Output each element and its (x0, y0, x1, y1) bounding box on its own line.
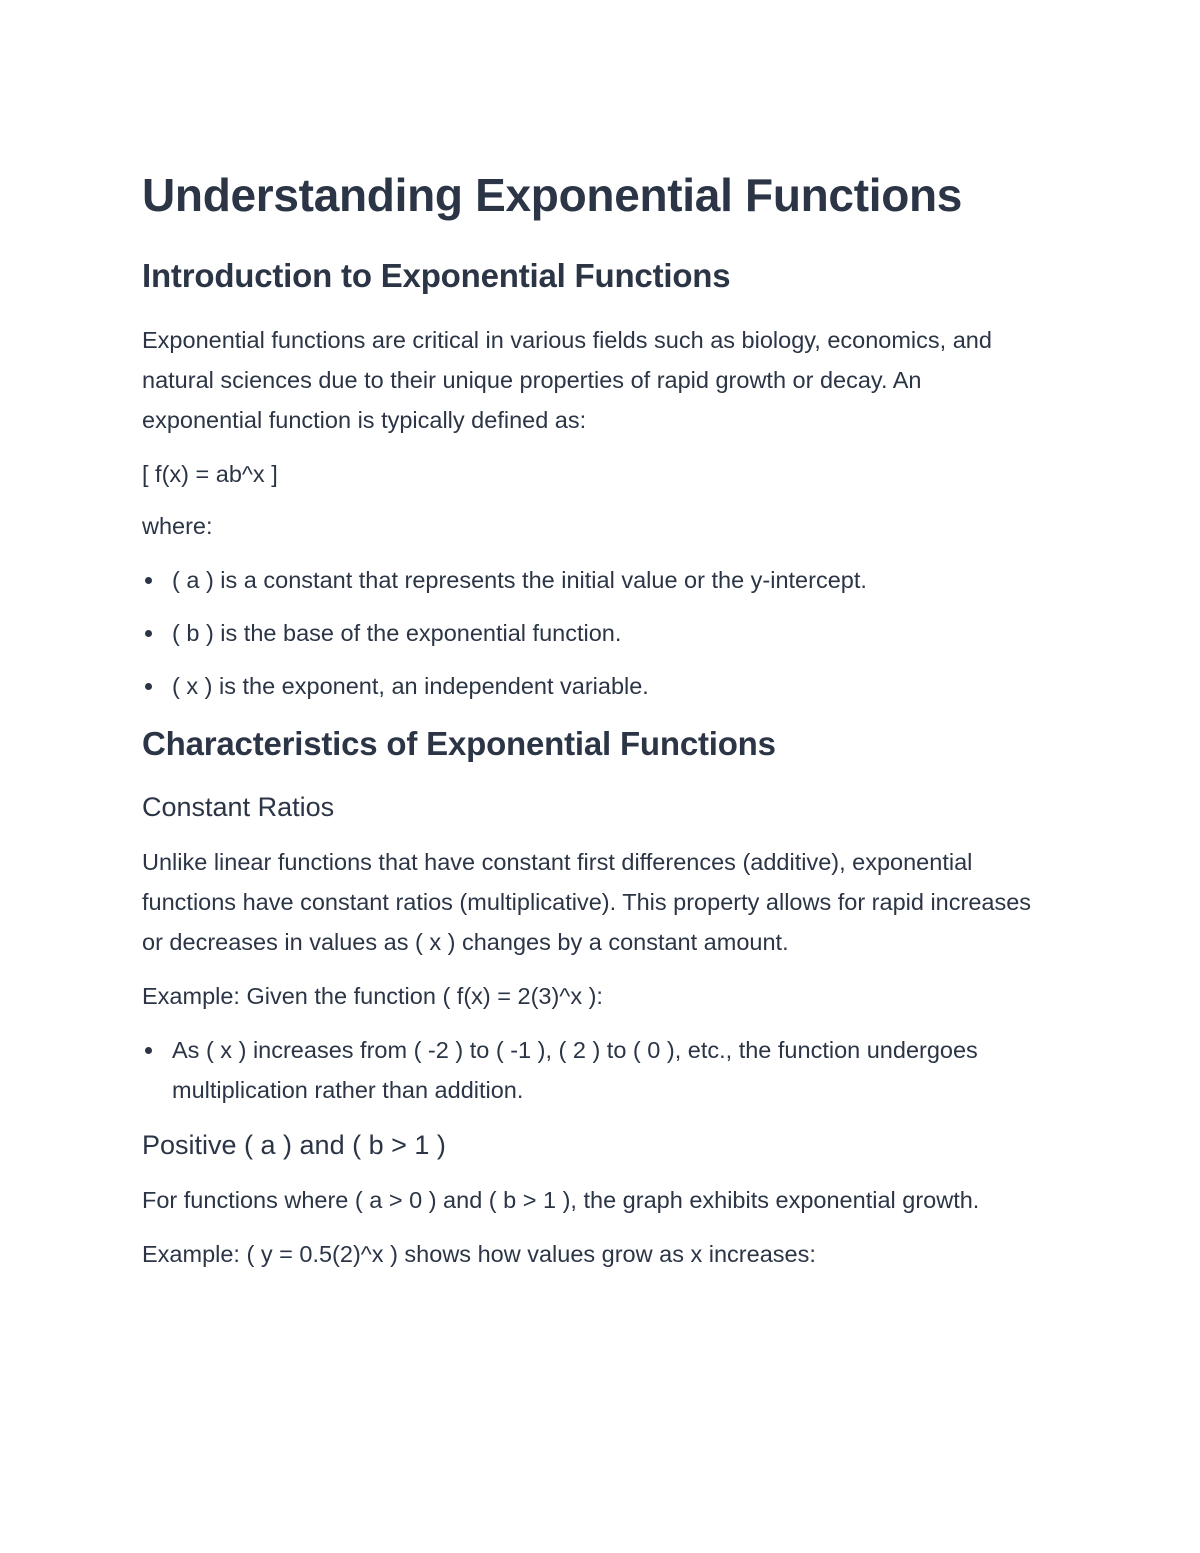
constant-ratios-heading: Constant Ratios (142, 792, 335, 822)
formula: [ f(x) = ab^x ] (142, 461, 278, 487)
list-item: ( b ) is the base of the exponential function. (172, 613, 1040, 653)
constant-ratios-example: Example: Given the function ( f(x) = 2(3)^x ): (142, 983, 603, 1009)
positive-paragraph: For functions where ( a > 0 ) and ( b > 1 ), the graph exhibits exponential growth. (142, 1187, 980, 1213)
positive-example: Example: ( y = 0.5(2)^x ) shows how values grow as x increases: (142, 1241, 816, 1267)
constant-ratios-list (142, 1030, 1040, 1110)
list-item: ( x ) is the exponent, an independent variable. (172, 666, 1040, 706)
intro-paragraph: Exponential functions are critical in various fields such as biology, economics, and natural sciences due to their unique properties of rapid growth or decay. An exponential function is typically defined as: (142, 327, 992, 433)
intro-section (142, 254, 1040, 706)
constant-ratios-paragraph: Unlike linear functions that have constant first differences (additive), exponential functions have constant ratios (multiplicative). This property allows for rapid increases or decreases in values as ( x ) changes by a constant amount. (142, 849, 1032, 955)
page-title: Understanding Exponential Functions (142, 169, 963, 221)
characteristics-section (142, 722, 1040, 1274)
positive-heading: Positive ( a ) and ( b > 1 ) (142, 1130, 446, 1160)
definition-list (142, 560, 1040, 706)
intro-heading: Introduction to Exponential Functions (142, 257, 731, 294)
characteristics-heading: Characteristics of Exponential Functions (142, 725, 776, 762)
list-item: ( a ) is a constant that represents the initial value or the y-intercept. (172, 560, 1040, 600)
where-label: where: (142, 513, 213, 539)
list-item: As ( x ) increases from ( -2 ) to ( -1 ), ( 2 ) to ( 0 ), etc., the function undergoes multiplication rather than addition. (172, 1030, 1040, 1110)
